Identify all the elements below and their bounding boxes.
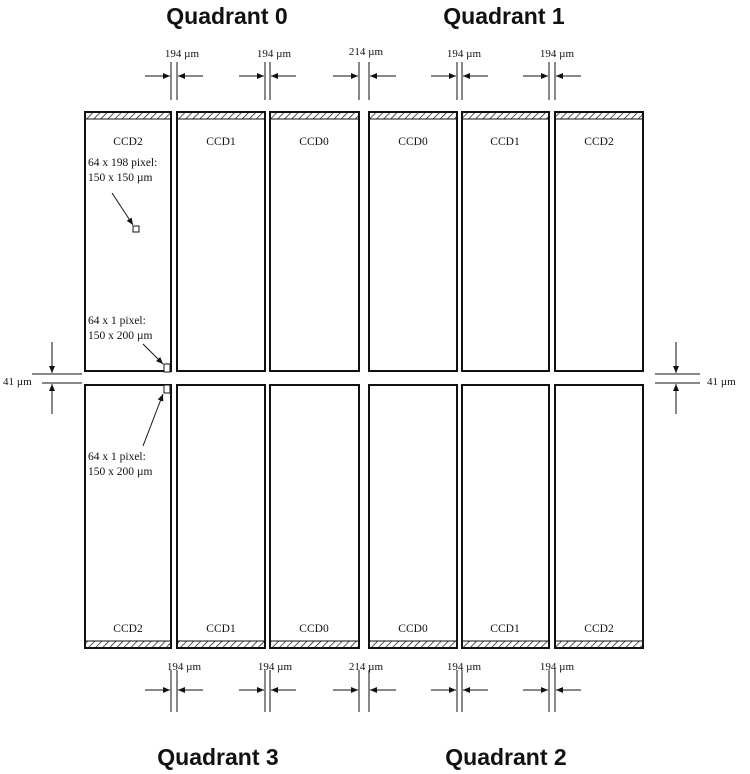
ccd-label-bottom: CCD2 [584,623,614,635]
ccd-bottom-edge-strip [177,641,265,648]
ccd-bottom-edge-strip [555,641,643,648]
ccd-box-top [369,112,457,371]
ccd-box-top [177,112,265,371]
big-pixel-marker [133,226,139,232]
edge-pixel-bottom-arrow [143,394,163,446]
gap-label: 194 µm [164,48,200,60]
gap-dimension-right [655,342,736,414]
ccd-bottom-edge-strip [462,641,549,648]
ccd-top-edge-strip [462,112,549,119]
gap-label: 41 µm [3,376,32,388]
ccd-box-top [555,112,643,371]
edge-pixel-top-arrow [143,344,163,364]
edge-pixel-bottom-note: 64 x 1 pixel: [88,451,146,463]
big-pixel-note: 64 x 198 pixel: [88,157,158,169]
ccd-box-bottom [369,385,457,648]
ccd-box-top [270,112,359,371]
gap-dimension-left [3,342,82,414]
ccd-label-top: CCD2 [584,136,614,148]
gap-dimension-bottom [333,661,396,712]
gap-dimension-bottom [145,661,203,712]
ccd-label-top: CCD2 [113,136,143,148]
gap-label: 194 µm [166,661,202,673]
gap-dimension-top [145,48,203,100]
ccd-label-bottom: CCD1 [490,623,520,635]
gap-label: 194 µm [446,661,482,673]
quadrant-0-title: Quadrant 0 [166,3,288,29]
ccd-bottom-edge-strip [85,641,171,648]
gap-dimension-bottom [523,661,581,712]
big-pixel-note: 150 x 150 µm [88,172,153,184]
ccd-box-top [462,112,549,371]
edge-pixel-top-note: 150 x 200 µm [88,330,153,342]
ccd-bottom-edge-strip [270,641,359,648]
gap-dimension-bottom [239,661,296,712]
ccd-label-top: CCD1 [490,136,520,148]
ccd-top-edge-strip [270,112,359,119]
edge-pixel-bottom-note: 150 x 200 µm [88,466,153,478]
ccd-box-bottom [177,385,265,648]
big-pixel-arrow [112,193,133,225]
quadrant-3-title: Quadrant 3 [157,744,279,770]
gap-label: 41 µm [707,376,736,388]
ccd-top-edge-strip [369,112,457,119]
edge-pixel-top-note: 64 x 1 pixel: [88,315,146,327]
gap-dimension-top [239,48,296,100]
ccd-label-bottom: CCD2 [113,623,143,635]
ccd-label-top: CCD0 [398,136,428,148]
edge-pixel-top-marker [164,364,170,372]
gap-label: 194 µm [257,661,293,673]
gap-label: 194 µm [539,661,575,673]
ccd-top-edge-strip [555,112,643,119]
ccd-top-edge-strip [85,112,171,119]
ccd-bottom-edge-strip [369,641,457,648]
ccd-box-bottom [85,385,171,648]
gap-dimension-top [523,48,581,100]
gap-dimension-top [333,46,396,100]
gap-label: 194 µm [256,48,292,60]
ccd-label-top: CCD1 [206,136,236,148]
gap-label: 214 µm [348,46,384,58]
ccd-label-bottom: CCD0 [299,623,329,635]
gap-label: 214 µm [348,661,384,673]
ccd-label-bottom: CCD0 [398,623,428,635]
ccd-box-bottom [555,385,643,648]
gap-dimension-top [431,48,488,100]
ccd-top-edge-strip [177,112,265,119]
quadrant-2-title: Quadrant 2 [445,744,567,770]
quadrant-1-title: Quadrant 1 [443,3,565,29]
gap-dimension-bottom [431,661,488,712]
ccd-label-bottom: CCD1 [206,623,236,635]
ccd-label-top: CCD0 [299,136,329,148]
edge-pixel-bottom-marker [164,385,170,393]
gap-label: 194 µm [446,48,482,60]
gap-label: 194 µm [539,48,575,60]
ccd-box-bottom [462,385,549,648]
ccd-box-bottom [270,385,359,648]
